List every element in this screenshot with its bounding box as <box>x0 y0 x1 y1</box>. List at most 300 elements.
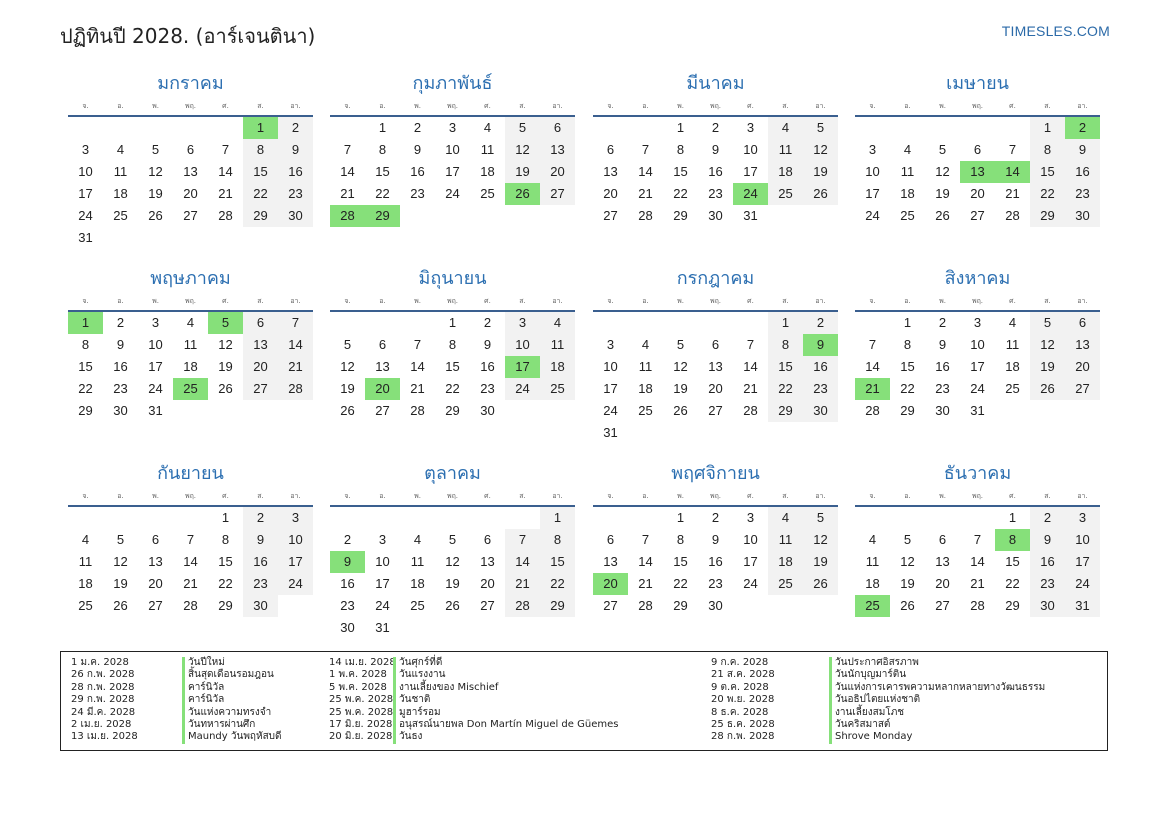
day-cell: 21 <box>1005 186 1020 201</box>
day-cell: 5 <box>505 117 540 139</box>
day-cell: 15 <box>243 161 278 183</box>
day-cell: 17 <box>970 359 985 374</box>
day-cell: 27 <box>243 378 278 400</box>
day-cell: 11 <box>900 164 915 179</box>
holiday-row <box>711 669 1045 681</box>
day-cell: 21 <box>743 381 758 396</box>
weekday-label: จ. <box>344 297 351 305</box>
day-cell: 27 <box>183 208 198 223</box>
empty-cell <box>138 117 173 139</box>
empty-cell <box>960 117 995 139</box>
day-cell: 30 <box>480 403 495 418</box>
day-cell: 27 <box>375 403 390 418</box>
holiday-row <box>329 682 618 694</box>
day-cell: 21 <box>970 576 985 591</box>
empty-cell <box>628 507 663 529</box>
empty-cell <box>995 400 1030 422</box>
day-cell: 15 <box>218 554 233 569</box>
weekday-label: จ. <box>607 102 614 110</box>
day-cell: 4 <box>186 315 195 330</box>
day-cell: 5 <box>1030 312 1065 334</box>
empty-cell <box>803 595 838 617</box>
week-row <box>68 356 313 378</box>
empty-cell <box>278 400 313 422</box>
day-cell: 14 <box>183 554 198 569</box>
holiday-name: วันธง <box>393 731 422 743</box>
weekday-label: พฤ. <box>709 297 722 305</box>
weekday-header <box>593 98 838 117</box>
month-calendar <box>330 70 575 227</box>
day-cell: 13 <box>243 334 278 356</box>
holiday-row <box>329 669 618 681</box>
day-cell: 24 <box>278 573 313 595</box>
day-cell: 2 <box>803 312 838 334</box>
day-cell: 9 <box>1030 529 1065 551</box>
day-cell: 23 <box>480 381 495 396</box>
day-cell: 22 <box>375 186 390 201</box>
day-cell: 18 <box>865 576 880 591</box>
day-cell: 11 <box>1005 337 1020 352</box>
day-cell: 17 <box>603 381 618 396</box>
day-cell: 27 <box>603 208 618 223</box>
day-cell: 15 <box>375 164 390 179</box>
day-cell: 25 <box>1005 381 1020 396</box>
day-cell: 10 <box>743 532 758 547</box>
day-cell: 24 <box>743 576 758 591</box>
week-row <box>330 551 575 573</box>
holiday-row <box>711 707 1045 719</box>
weekday-label: อา. <box>552 102 563 110</box>
empty-cell <box>925 507 960 529</box>
day-cell: 24 <box>78 208 93 223</box>
week-row <box>855 595 1100 617</box>
day-cell: 29 <box>445 403 460 418</box>
day-cell: 16 <box>708 164 723 179</box>
day-cell: 25 <box>480 186 495 201</box>
weekday-label: พฤ. <box>971 492 984 500</box>
day-cell: 6 <box>243 312 278 334</box>
weekday-label: ศ. <box>1009 102 1016 110</box>
day-cell: 24 <box>445 186 460 201</box>
week-row <box>593 205 838 227</box>
week-row <box>68 529 313 551</box>
empty-cell <box>855 117 890 139</box>
day-cell: 1 <box>1008 510 1017 525</box>
day-cell: 8 <box>1030 139 1065 161</box>
day-cell: 6 <box>378 337 387 352</box>
weekday-label: ศ. <box>747 297 754 305</box>
week-row <box>68 334 313 356</box>
weekday-label: อ. <box>117 102 124 110</box>
empty-cell <box>663 422 698 444</box>
week-row <box>68 183 313 205</box>
day-cell: 27 <box>935 598 950 613</box>
week-row <box>855 529 1100 551</box>
day-cell: 8 <box>221 532 230 547</box>
day-cell: 30 <box>708 598 723 613</box>
month-title: มีนาคม <box>686 73 745 94</box>
day-cell: 9 <box>938 337 947 352</box>
day-cell: 14 <box>995 161 1030 183</box>
week-row <box>593 312 838 334</box>
week-row <box>855 378 1100 400</box>
day-cell: 29 <box>1005 598 1020 613</box>
empty-cell <box>593 312 628 334</box>
day-cell: 6 <box>711 337 720 352</box>
day-cell: 4 <box>1008 315 1017 330</box>
day-cell: 20 <box>593 573 628 595</box>
week-row <box>855 139 1100 161</box>
holiday-date: 13 เม.ย. 2028 <box>71 731 138 743</box>
day-cell: 18 <box>113 186 128 201</box>
day-cell: 26 <box>218 381 233 396</box>
weekday-header <box>330 293 575 312</box>
day-cell: 12 <box>935 164 950 179</box>
weekday-label: พฤ. <box>709 492 722 500</box>
week-row <box>330 312 575 334</box>
day-cell: 13 <box>708 359 723 374</box>
day-cell: 9 <box>413 142 422 157</box>
month-calendar <box>330 265 575 422</box>
holiday-name: วันนักบุญมาร์ติน <box>829 669 906 681</box>
day-cell: 28 <box>278 378 313 400</box>
empty-cell <box>208 400 243 422</box>
day-cell: 6 <box>606 532 615 547</box>
empty-cell <box>1065 400 1100 422</box>
week-row <box>593 595 838 617</box>
day-cell: 26 <box>445 598 460 613</box>
day-cell: 30 <box>243 595 278 617</box>
empty-cell <box>470 617 505 639</box>
weekday-label: ศ. <box>222 492 229 500</box>
week-row <box>855 507 1100 529</box>
day-cell: 24 <box>603 403 618 418</box>
day-cell: 16 <box>1030 551 1065 573</box>
empty-cell <box>435 507 470 529</box>
empty-cell <box>208 227 243 249</box>
weekday-label: อา. <box>552 297 563 305</box>
day-cell: 22 <box>1030 183 1065 205</box>
month-title: พฤษภาคม <box>150 268 231 289</box>
empty-cell <box>400 205 435 227</box>
empty-cell <box>173 117 208 139</box>
day-cell: 7 <box>413 337 422 352</box>
day-cell: 18 <box>540 356 575 378</box>
holiday-name: วันปีใหม่ <box>182 657 225 669</box>
day-cell: 6 <box>938 532 947 547</box>
month-calendar <box>855 460 1100 617</box>
holiday-name: วันแห่งความทรงจำ <box>182 707 271 719</box>
empty-cell <box>138 227 173 249</box>
week-row <box>593 551 838 573</box>
empty-cell <box>173 507 208 529</box>
day-cell: 3 <box>81 142 90 157</box>
day-cell: 20 <box>1065 356 1100 378</box>
day-cell: 2 <box>938 315 947 330</box>
day-cell: 23 <box>278 183 313 205</box>
day-cell: 28 <box>1005 208 1020 223</box>
day-cell: 25 <box>540 378 575 400</box>
day-cell: 19 <box>113 576 128 591</box>
weekday-header <box>593 293 838 312</box>
day-cell: 9 <box>116 337 125 352</box>
week-row <box>593 400 838 422</box>
day-cell: 2 <box>711 120 720 135</box>
day-cell: 4 <box>483 120 492 135</box>
day-cell: 8 <box>995 529 1030 551</box>
weekday-label: อา. <box>815 297 826 305</box>
empty-cell <box>103 227 138 249</box>
empty-cell <box>330 507 365 529</box>
day-cell: 24 <box>865 208 880 223</box>
weekday-label: พ. <box>677 492 684 500</box>
holiday-row <box>329 657 618 669</box>
week-row <box>68 205 313 227</box>
month-calendar <box>855 265 1100 422</box>
holiday-date: 1 ม.ค. 2028 <box>71 657 129 668</box>
holiday-row <box>71 694 282 706</box>
week-row <box>855 400 1100 422</box>
day-cell: 18 <box>768 551 803 573</box>
day-cell: 5 <box>676 337 685 352</box>
day-cell: 7 <box>641 142 650 157</box>
day-cell: 17 <box>505 356 540 378</box>
weekday-label: ส. <box>782 102 789 110</box>
weekday-label: จ. <box>344 102 351 110</box>
empty-cell <box>173 400 208 422</box>
day-cell: 16 <box>1065 161 1100 183</box>
week-row <box>68 378 313 400</box>
day-cell: 13 <box>603 554 618 569</box>
weekday-label: จ. <box>869 492 876 500</box>
day-cell: 16 <box>708 554 723 569</box>
weekday-label: ส. <box>1044 102 1051 110</box>
weekday-label: อ. <box>379 102 386 110</box>
month-calendar <box>68 265 313 422</box>
weekday-label: พฤ. <box>184 297 197 305</box>
day-cell: 11 <box>768 529 803 551</box>
day-cell: 1 <box>903 315 912 330</box>
empty-cell <box>330 312 365 334</box>
weekday-label: ศ. <box>1009 492 1016 500</box>
brand-link[interactable]: TIMESLES.COM <box>1001 23 1110 39</box>
day-cell: 4 <box>540 312 575 334</box>
week-row <box>68 551 313 573</box>
weekday-label: พ. <box>414 492 421 500</box>
empty-cell <box>960 507 995 529</box>
holiday-date: 14 เม.ย. 2028 <box>329 657 396 668</box>
day-cell: 3 <box>868 142 877 157</box>
day-cell: 10 <box>445 142 460 157</box>
day-cell: 30 <box>935 403 950 418</box>
weekday-label: พ. <box>677 297 684 305</box>
day-cell: 23 <box>243 573 278 595</box>
day-cell: 13 <box>540 139 575 161</box>
day-cell: 12 <box>673 359 688 374</box>
holiday-name: คาร์นิวัล <box>182 682 224 694</box>
week-row <box>855 573 1100 595</box>
empty-cell <box>330 117 365 139</box>
day-cell: 2 <box>483 315 492 330</box>
day-cell: 13 <box>935 554 950 569</box>
day-cell: 7 <box>505 529 540 551</box>
day-cell: 12 <box>445 554 460 569</box>
weekday-label: อา. <box>815 102 826 110</box>
day-cell: 1 <box>243 117 278 139</box>
day-cell: 12 <box>803 139 838 161</box>
day-cell: 30 <box>1030 595 1065 617</box>
day-cell: 28 <box>505 595 540 617</box>
empty-cell <box>103 117 138 139</box>
day-cell: 12 <box>218 337 233 352</box>
empty-cell <box>698 312 733 334</box>
weekday-label: ศ. <box>484 492 491 500</box>
day-cell: 23 <box>113 381 128 396</box>
empty-cell <box>628 422 663 444</box>
day-cell: 30 <box>340 620 355 635</box>
holiday-row <box>71 707 282 719</box>
holiday-column <box>329 657 618 744</box>
week-row <box>330 400 575 422</box>
day-cell: 5 <box>448 532 457 547</box>
day-cell: 7 <box>278 312 313 334</box>
day-cell: 12 <box>148 164 163 179</box>
day-cell: 31 <box>743 208 758 223</box>
holiday-name: Maundy วันพฤหัสบดี <box>182 731 282 743</box>
weekday-label: จ. <box>607 492 614 500</box>
day-cell: 10 <box>375 554 390 569</box>
weekday-label: อา. <box>1077 492 1088 500</box>
week-row <box>68 139 313 161</box>
empty-cell <box>768 422 803 444</box>
day-cell: 31 <box>970 403 985 418</box>
empty-cell <box>208 117 243 139</box>
empty-cell <box>768 205 803 227</box>
week-row <box>330 595 575 617</box>
holiday-date: 25 ธ.ค. 2028 <box>711 718 775 730</box>
day-cell: 3 <box>378 532 387 547</box>
day-cell: 12 <box>113 554 128 569</box>
day-cell: 17 <box>1065 551 1100 573</box>
day-cell: 22 <box>673 576 688 591</box>
day-cell: 2 <box>343 532 352 547</box>
weekday-header <box>68 293 313 312</box>
day-cell: 16 <box>410 164 425 179</box>
day-cell: 1 <box>1030 117 1065 139</box>
day-cell: 29 <box>673 208 688 223</box>
day-cell: 10 <box>603 359 618 374</box>
empty-cell <box>540 400 575 422</box>
day-cell: 23 <box>340 598 355 613</box>
week-row <box>593 507 838 529</box>
empty-cell <box>593 507 628 529</box>
day-cell: 19 <box>445 576 460 591</box>
day-cell: 22 <box>900 381 915 396</box>
day-cell: 22 <box>1005 576 1020 591</box>
day-cell: 14 <box>278 334 313 356</box>
day-cell: 15 <box>900 359 915 374</box>
day-cell: 16 <box>113 359 128 374</box>
empty-cell <box>628 117 663 139</box>
weekday-label: จ. <box>82 102 89 110</box>
empty-cell <box>925 117 960 139</box>
day-cell: 15 <box>78 359 93 374</box>
day-cell: 4 <box>116 142 125 157</box>
day-cell: 11 <box>78 554 93 569</box>
empty-cell <box>243 400 278 422</box>
month-calendar <box>68 70 313 249</box>
day-cell: 6 <box>186 142 195 157</box>
day-cell: 25 <box>638 403 653 418</box>
holiday-name: สิ้นสุดเดือนรอมฎอน <box>182 669 274 681</box>
day-cell: 18 <box>638 381 653 396</box>
day-cell: 27 <box>148 598 163 613</box>
day-cell: 26 <box>505 183 540 205</box>
day-cell: 9 <box>1065 139 1100 161</box>
day-cell: 6 <box>151 532 160 547</box>
day-cell: 19 <box>673 381 688 396</box>
day-cell: 10 <box>970 337 985 352</box>
holiday-date: 17 มิ.ย. 2028 <box>329 718 393 730</box>
holiday-name: วันอธิปไตยแห่งชาติ <box>829 694 920 706</box>
day-cell: 8 <box>378 142 387 157</box>
day-cell: 8 <box>540 529 575 551</box>
weekday-label: ส. <box>257 297 264 305</box>
empty-cell <box>698 422 733 444</box>
weekday-header <box>68 488 313 507</box>
day-cell: 17 <box>148 359 163 374</box>
holiday-column <box>71 657 282 744</box>
day-cell: 22 <box>78 381 93 396</box>
month-title: มิถุนายน <box>418 268 487 289</box>
holiday-date: 25 พ.ค. 2028 <box>329 694 394 706</box>
day-cell: 13 <box>375 359 390 374</box>
empty-cell <box>400 617 435 639</box>
holiday-row <box>711 694 1045 706</box>
day-cell: 19 <box>803 161 838 183</box>
week-row <box>68 161 313 183</box>
weekday-label: พ. <box>152 297 159 305</box>
holiday-name: วันแห่งการเคารพความหลากหลายทางวัฒนธรรม <box>829 682 1045 694</box>
week-row <box>68 573 313 595</box>
day-cell: 19 <box>505 161 540 183</box>
weekday-header <box>330 98 575 117</box>
empty-cell <box>435 205 470 227</box>
day-cell: 26 <box>803 183 838 205</box>
day-cell: 20 <box>480 576 495 591</box>
weekday-label: พฤ. <box>184 492 197 500</box>
weekday-label: ส. <box>782 297 789 305</box>
day-cell: 3 <box>606 337 615 352</box>
weekday-label: ส. <box>519 492 526 500</box>
day-cell: 6 <box>483 532 492 547</box>
weekday-label: ศ. <box>1009 297 1016 305</box>
day-cell: 28 <box>218 208 233 223</box>
month-title: สิงหาคม <box>944 268 1011 289</box>
holiday-name: วันคริสมาสต์ <box>829 719 890 731</box>
weekday-label: อา. <box>1077 297 1088 305</box>
day-cell: 18 <box>480 164 495 179</box>
weekday-label: พ. <box>414 297 421 305</box>
day-cell: 17 <box>743 554 758 569</box>
day-cell: 28 <box>330 205 365 227</box>
day-cell: 6 <box>606 142 615 157</box>
day-cell: 9 <box>711 532 720 547</box>
week-row <box>330 529 575 551</box>
day-cell: 31 <box>603 425 618 440</box>
weekday-label: พ. <box>414 102 421 110</box>
day-cell: 15 <box>768 356 803 378</box>
